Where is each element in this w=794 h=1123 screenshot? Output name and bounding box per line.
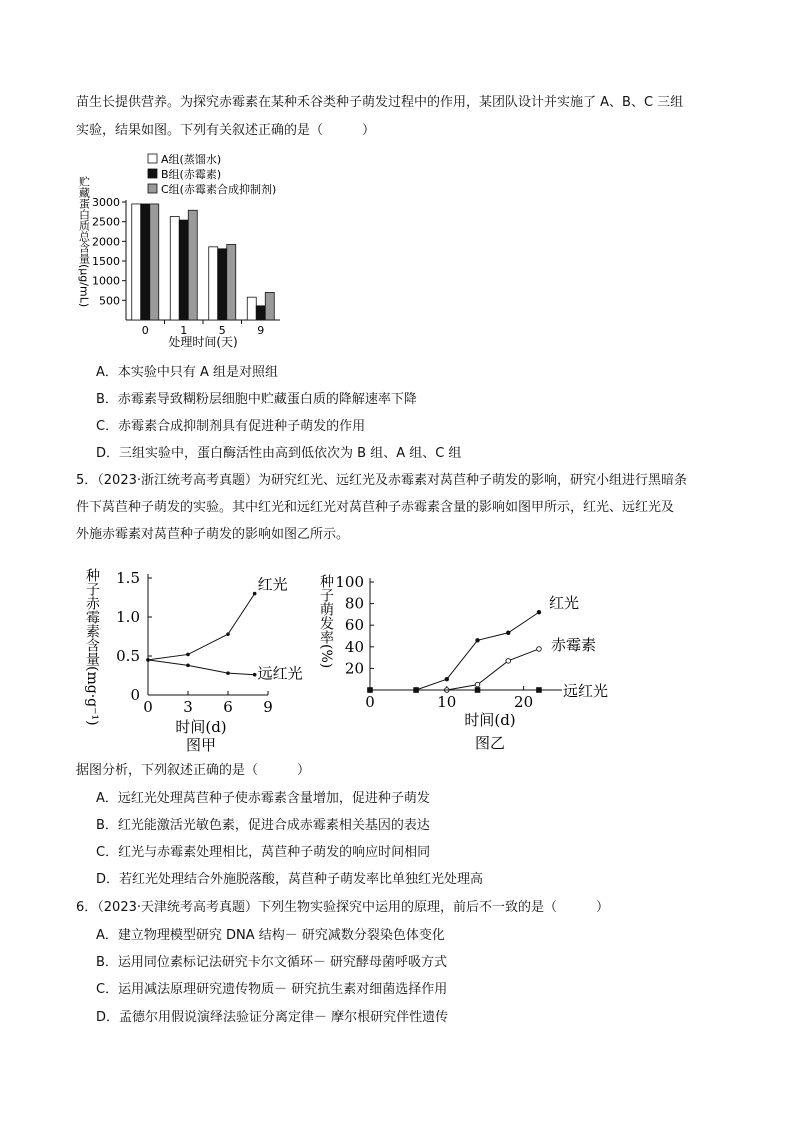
- bar-chart-legend-label: A组(蒸馏水): [161, 153, 222, 166]
- bar-chart-xtick-label: 0: [141, 324, 149, 337]
- bar-chart-bar: [170, 217, 179, 320]
- figure-jia-point: [186, 664, 190, 668]
- figure-yi-point: [445, 677, 449, 681]
- bar-chart-ytick-label: 2500: [92, 215, 120, 229]
- q4-option-c: C．赤霉素合成抑制剂具有促进种子萌发的作用: [96, 419, 366, 434]
- figure-yi-chart: [312, 560, 652, 755]
- bar-chart-legend-label: C组(赤霉素合成抑制剂): [161, 183, 277, 196]
- bar-chart-bar: [227, 244, 236, 320]
- figure-yi-xtick-label: 20: [514, 693, 534, 711]
- q6-option-d: D．孟德尔用假说演绎法验证分离定律－ 摩尔根研究伴性遗传: [96, 1010, 449, 1025]
- bar-chart-bar: [209, 247, 218, 320]
- figure-yi-point: [506, 631, 510, 635]
- q4-option-b: B．赤霉素导致糊粉层细胞中贮藏蛋白质的降解速率下降: [96, 392, 417, 407]
- q4-intro-line-2: 实验，结果如图。下列有关叙述正确的是（ ）: [76, 123, 376, 138]
- bar-chart-bar: [265, 292, 274, 320]
- figure-yi-point: [413, 687, 419, 693]
- q4-intro-line-1: 苗生长提供营养。为探究赤霉素在某种禾谷类种子萌发过程中的作用，某团队设计并实施了 A、B、C 三组: [76, 95, 684, 110]
- bar-chart-legend-label: B组(赤霉素): [161, 168, 222, 181]
- figure-yi-point: [475, 682, 480, 687]
- q4-option-d: D．三组实验中，蛋白酶活性由高到低依次为 B 组、A 组、C 组: [96, 446, 462, 461]
- bar-chart-bar: [132, 204, 141, 320]
- figure-yi-series-label: 赤霉素: [550, 635, 596, 654]
- figure-yi-point: [367, 687, 373, 693]
- figure-yi-ylabel: 种子萌发率(%): [318, 574, 334, 669]
- bar-chart-ytick-label: 3000: [92, 196, 120, 209]
- bar-chart-bar: [218, 249, 227, 320]
- bar-chart: [70, 148, 320, 353]
- figure-yi-ytick-label: 60: [344, 616, 364, 635]
- figure-jia-point: [226, 671, 230, 675]
- figure-jia-chart: [78, 560, 308, 755]
- bar-chart-xtick-label: 1: [180, 324, 188, 337]
- bar-chart-legend-swatch: [148, 184, 157, 193]
- bar-chart-bar: [256, 306, 265, 320]
- bar-chart-xtick-label: 9: [257, 324, 265, 337]
- figure-jia-xtick-label: 0: [143, 698, 153, 716]
- figure-jia-xtick-label: 3: [183, 698, 193, 716]
- figure-yi-ytick-label: 20: [344, 659, 364, 678]
- q6-option-c: C．运用减法原理研究遗传物质－ 研究抗生素对细菌选择作用: [96, 982, 448, 997]
- bar-chart-ytick-label: 1000: [92, 274, 120, 288]
- bar-chart-xlabel: 处理时间(天): [168, 335, 238, 349]
- figure-yi-ytick-label: 40: [344, 637, 364, 656]
- figure-yi-xlabel: 时间(d): [464, 711, 516, 729]
- bar-chart-legend-swatch: [148, 154, 157, 163]
- figure-jia-caption: 图甲: [185, 736, 217, 754]
- q5-option-a: A．远红光处理莴苣种子使赤霉素含量增加，促进种子萌发: [96, 791, 430, 806]
- figure-jia-point: [146, 658, 150, 662]
- bar-chart-legend-swatch: [148, 169, 157, 178]
- q5-intro-line-1: 5．（2023·浙江统考高考真题）为研究红光、远红光及赤霉素对莴苣种子萌发的影响，研究小组进行黑暗条: [76, 473, 687, 488]
- bar-chart-ytick-label: 1500: [92, 255, 120, 268]
- figure-yi-caption: 图乙: [474, 734, 506, 752]
- figure-jia-point: [253, 592, 257, 596]
- figure-yi-point: [475, 638, 479, 642]
- figure-jia-point: [253, 673, 257, 677]
- figure-jia-line: [148, 660, 255, 675]
- figure-jia-ytick-label: 1.5: [116, 569, 140, 587]
- figure-yi-ytick-label: 80: [344, 594, 364, 613]
- figure-yi-point: [475, 687, 481, 693]
- figure-yi-point: [506, 659, 511, 664]
- figure-yi-point: [537, 647, 542, 652]
- bar-chart-xtick-label: 5: [218, 324, 226, 337]
- figure-jia-ytick-label: 1.0: [116, 608, 140, 626]
- figure-jia-ytick-label: 0.5: [116, 647, 140, 665]
- bar-chart-bar: [141, 204, 150, 320]
- figure-jia-xlabel: 时间(d): [175, 718, 227, 736]
- figure-yi-series-label: 远红光: [562, 682, 608, 700]
- bar-chart-legend: [148, 152, 276, 196]
- q4-option-a: A．本实验中只有 A 组是对照组: [96, 365, 279, 380]
- q5-question: 据图分析，下列叙述正确的是（ ）: [76, 763, 311, 778]
- figure-jia-point: [226, 632, 230, 636]
- figure-yi-xtick-label: 10: [437, 693, 457, 711]
- figure-yi-ytick-label: 100: [335, 573, 364, 591]
- figure-jia-xtick-label: 6: [223, 698, 233, 716]
- bar-chart-bar: [188, 210, 197, 320]
- figure-jia-line: [148, 594, 255, 660]
- q5-option-d: D．若红光处理结合外施脱落酸，莴苣种子萌发率比单独红光处理高: [96, 872, 484, 887]
- bar-chart-ylabel: 贮藏蛋白质总含量(μg/mL): [77, 176, 91, 308]
- figure-jia-ytick-label: 0: [130, 686, 140, 704]
- figure-yi-point: [536, 687, 542, 693]
- q6-option-b: B．运用同位素标记法研究卡尔文循环－ 研究酵母菌呼吸方式: [96, 955, 448, 970]
- q5-option-c: C．红光与赤霉素处理相比，莴苣种子萌发的响应时间相同: [96, 845, 431, 860]
- bar-chart-ytick-label: 2000: [92, 235, 120, 249]
- q6-intro: 6．（2023·天津统考高考真题）下列生物实验探究中运用的原理，前后不一致的是（ ）: [76, 900, 609, 915]
- figure-yi-point: [537, 610, 541, 614]
- q6-option-a: A．建立物理模型研究 DNA 结构－ 研究减数分裂染色体变化: [96, 928, 445, 943]
- figure-jia-xtick-label: 9: [263, 698, 273, 716]
- bar-chart-bar: [150, 204, 159, 320]
- bar-chart-bar: [247, 297, 256, 320]
- figure-yi-series-label: 红光: [548, 594, 579, 613]
- bar-chart-bar: [179, 220, 188, 320]
- q5-intro-line-3: 外施赤霉素对莴苣种子萌发的影响如图乙所示。: [76, 527, 350, 542]
- q5-intro-line-2: 件下莴苣种子萌发的实验。其中红光和远红光对莴苣种子赤霉素含量的影响如图甲所示，红光、远红光及: [76, 500, 675, 515]
- figure-jia-point: [186, 653, 190, 657]
- figure-jia-series-label: 远红光: [257, 664, 303, 683]
- figure-jia-series-label: 红光: [257, 575, 288, 594]
- figure-jia-ylabel: 种子赤霉素含量(mg·g⁻¹): [84, 568, 100, 726]
- figure-yi-xtick-label: 0: [365, 693, 375, 711]
- figure-yi-line: [370, 612, 539, 690]
- q5-option-b: B．红光能激活光敏色素，促进合成赤霉素相关基因的表达: [96, 818, 430, 833]
- bar-chart-ytick-label: 500: [99, 294, 120, 308]
